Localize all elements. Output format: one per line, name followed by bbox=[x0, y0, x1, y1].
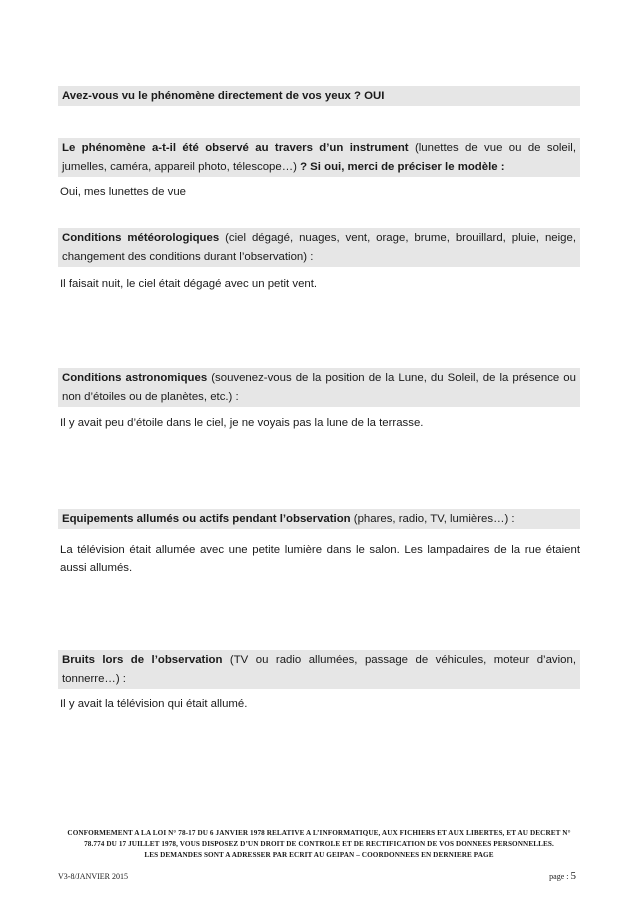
question-label: Conditions météorologiques bbox=[62, 232, 220, 244]
answer-equipment: La télévision était allumée avec une petite lumière dans le salon. Les lampadaires de la rue étaient aussi allumés. bbox=[60, 544, 580, 574]
legal-contact: LES DEMANDES SONT A ADRESSER PAR ECRIT AU GEIPAN – COORDONNEES EN DERNIERE PAGE bbox=[144, 851, 494, 859]
legal-notice: CONFORMEMENT A LA LOI N° 78-17 DU 6 JANVIER 1978 RELATIVE A L’INFORMATIQUE, AUX FICHIERS ET AUX LIBERTES, ET AU DECRET N° 78.774 DU 17 JUILLET 1978, VOUS DISPOSEZ D’UN DROIT DE CONTROLE ET DE RECTIFICATION DE VOS DONNEES PERSONNELLES. bbox=[67, 829, 571, 848]
answer-astronomical: Il y avait peu d’étoile dans le ciel, je ne voyais pas la lune de la terrasse. bbox=[60, 417, 424, 429]
question-hint: (ciel dégagé, nuages, vent, orage, brume, brouillard, pluie, neige, changement des conditions durant l’observation) : bbox=[62, 232, 576, 263]
question-label: Conditions astronomiques bbox=[62, 372, 208, 384]
question-label: Le phénomène a-t-il été observé au travers d’un instrument bbox=[62, 142, 409, 154]
answer-instrument: Oui, mes lunettes de vue bbox=[60, 186, 186, 198]
legal-footer bbox=[58, 828, 580, 861]
question-label: Equipements allumés ou actifs pendant l’observation bbox=[62, 513, 351, 525]
page-number bbox=[549, 870, 576, 882]
question-equipment bbox=[58, 509, 580, 529]
question-hint: (lunettes de vue ou de soleil, jumelles, caméra, appareil photo, télescope…) bbox=[62, 142, 576, 173]
question-label: Avez-vous vu le phénomène directement de vos yeux ? bbox=[62, 90, 361, 102]
question-label: Bruits lors de l’observation bbox=[62, 654, 223, 666]
question-hint: (phares, radio, TV, lumières…) : bbox=[350, 513, 515, 525]
question-instrument bbox=[58, 138, 580, 177]
question-astronomical bbox=[58, 368, 580, 407]
question-answer: OUI bbox=[364, 90, 385, 102]
question-hint: (TV ou radio allumées, passage de véhicules, moteur d’avion, tonnerre…) : bbox=[62, 654, 576, 685]
document-version: V3-8/JANVIER 2015 bbox=[58, 872, 128, 881]
question-hint: (souvenez-vous de la position de la Lune, du Soleil, de la présence ou non d’étoiles ou de planètes, etc.) : bbox=[62, 372, 576, 403]
question-label-2: ? Si oui, merci de préciser le modèle : bbox=[300, 161, 505, 173]
question-weather bbox=[58, 228, 580, 267]
page-label: page : bbox=[549, 872, 571, 881]
question-direct-observation bbox=[58, 86, 580, 106]
page-number-value: 5 bbox=[570, 870, 576, 882]
answer-weather: Il faisait nuit, le ciel était dégagé avec un petit vent. bbox=[60, 278, 318, 290]
answer-noise: Il y avait la télévision qui était allumé. bbox=[60, 698, 248, 710]
question-noise bbox=[58, 650, 580, 689]
